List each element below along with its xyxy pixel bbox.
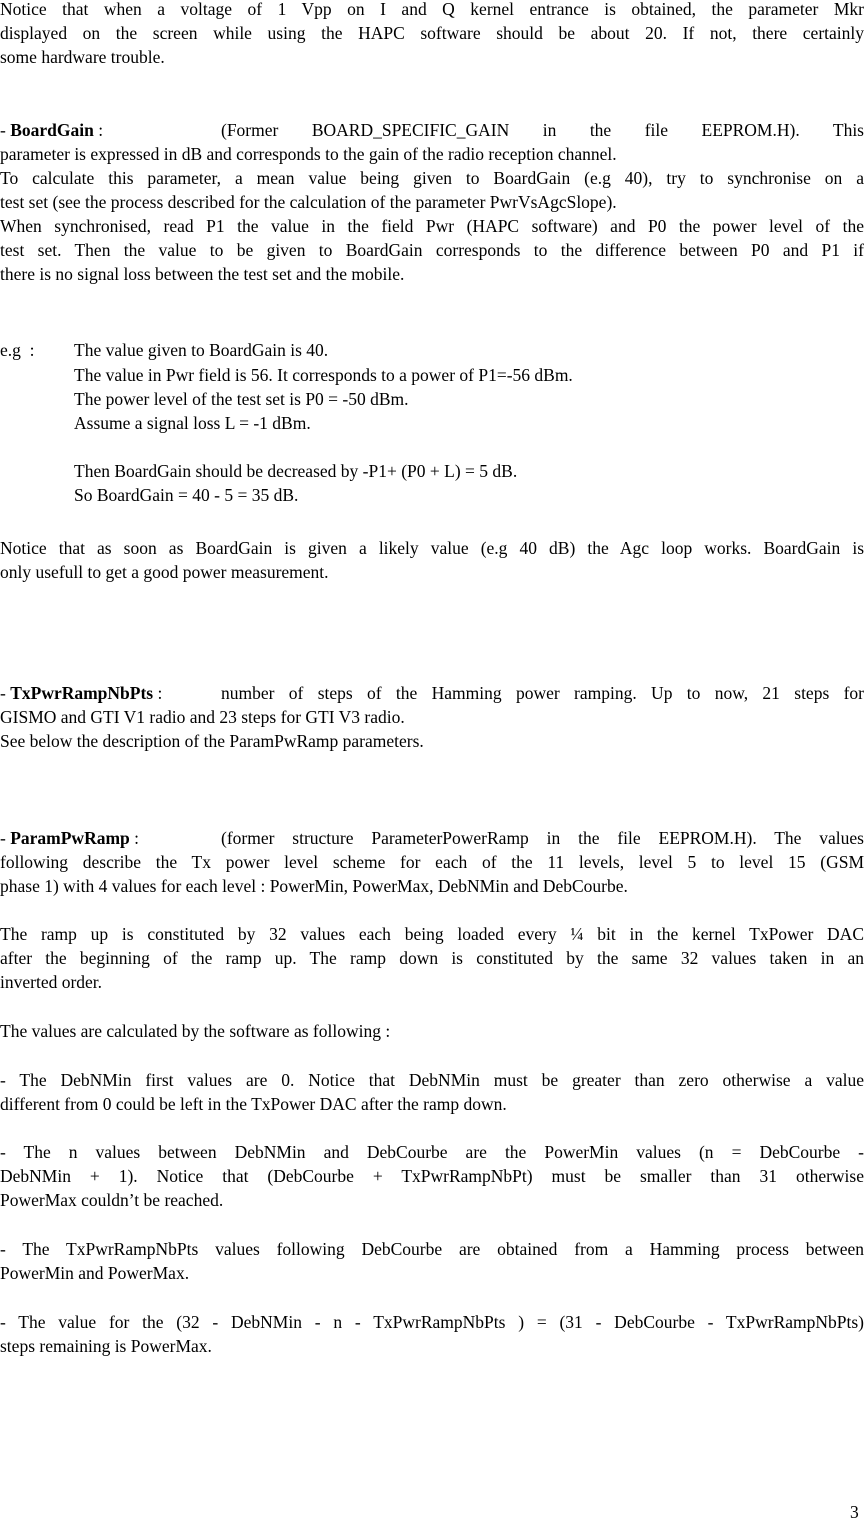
boardgain-separator: : (93, 120, 104, 140)
likely-note-line-2: only usefull to get a good power measurement. (0, 562, 329, 582)
boardgain-heading-text: (Former BOARD_SPECIFIC_GAIN in the file EEPROM.H). This (221, 120, 864, 140)
txpwr-term: TxPwrRampNbPts (10, 683, 154, 703)
rule4-line-1: - The value for the (32 - DebNMin - n - TxPwrRampNbPts ) = (31 - DebCourbe - TxPwrRampNbPts) (0, 1312, 864, 1332)
txpwr-line-2: See below the description of the ParamPwRamp parameters. (0, 731, 424, 751)
example-line-5: Then BoardGain should be decreased by -P1+ (P0 + L) = 5 dB. (74, 461, 518, 481)
parampwramp-heading-text: (former structure ParameterPowerRamp in the file EEPROM.H). The values (221, 828, 864, 848)
boardgain-term: BoardGain (10, 120, 94, 140)
txpwr-line-1: GISMO and GTI V1 radio and 23 steps for GTI V3 radio. (0, 707, 405, 727)
boardgain-line-1: parameter is expressed in dB and corresponds to the gain of the radio reception channel. (0, 144, 617, 164)
example-line-4: Assume a signal loss L = -1 dBm. (74, 413, 311, 433)
example-line-1: The value given to BoardGain is 40. (74, 340, 329, 360)
boardgain-line-3: test set (see the process described for the calculation of the parameter PwrVsAgcSlope). (0, 192, 617, 212)
parampwramp-separator: : (129, 828, 140, 848)
rule2-line-3: PowerMax couldn’t be reached. (0, 1190, 224, 1210)
txpwr-separator: : (153, 683, 163, 703)
example-line-3: The power level of the test set is P0 = -50 dBm. (74, 389, 409, 409)
boardgain-heading (0, 118, 864, 142)
rampup-line-2: after the beginning of the ramp up. The ramp down is constituted by the same 32 values taken in an (0, 948, 864, 968)
page-number: 3 (850, 1502, 859, 1522)
parampwramp-prefix: - (0, 828, 11, 848)
example-label: e.g : (0, 340, 35, 360)
txpwr-prefix: - (0, 683, 11, 703)
boardgain-line-2: To calculate this parameter, a mean value being given to BoardGain (e.g 40), try to synchronise on a (0, 168, 864, 188)
boardgain-line-4: When synchronised, read P1 the value in the field Pwr (HAPC software) and P0 the power level of the (0, 216, 864, 236)
rule3-line-1: - The TxPwrRampNbPts values following DebCourbe are obtained from a Hamming process between (0, 1239, 864, 1259)
rule3-line-2: PowerMin and PowerMax. (0, 1263, 190, 1283)
example-line-2: The value in Pwr field is 56. It corresponds to a power of P1=-56 dBm. (74, 365, 573, 385)
intro-line-3: some hardware trouble. (0, 47, 165, 67)
intro-line-2: displayed on the screen while using the HAPC software should be about 20. If not, there certainly (0, 23, 864, 43)
intro-line-1: Notice that when a voltage of 1 Vpp on I and Q kernel entrance is obtained, the parameter Mkr (0, 0, 864, 19)
rampup-line-3: inverted order. (0, 972, 103, 992)
rampup-line-1: The ramp up is constituted by 32 values each being loaded every ¼ bit in the kernel TxPower DAC (0, 924, 864, 944)
txpwr-heading-text: number of steps of the Hamming power ramping. Up to now, 21 steps for (221, 683, 864, 703)
boardgain-prefix: - (0, 120, 11, 140)
boardgain-line-6: there is no signal loss between the test set and the mobile. (0, 264, 405, 284)
rule1-line-2: different from 0 could be left in the TxPower DAC after the ramp down. (0, 1094, 507, 1114)
likely-note-line-1: Notice that as soon as BoardGain is given a likely value (e.g 40 dB) the Agc loop works. BoardGain is (0, 538, 864, 558)
parampwramp-term: ParamPwRamp (10, 828, 130, 848)
parampwramp-line-2: phase 1) with 4 values for each level : PowerMin, PowerMax, DebNMin and DebCourbe. (0, 876, 628, 896)
rule1-line-1: - The DebNMin first values are 0. Notice that DebNMin must be greater than zero otherwise a value (0, 1070, 864, 1090)
calc-intro: The values are calculated by the software as following : (0, 1021, 391, 1041)
example-block (0, 338, 864, 518)
rule4-line-2: steps remaining is PowerMax. (0, 1336, 212, 1356)
rule2-line-1: - The n values between DebNMin and DebCourbe are the PowerMin values (n = DebCourbe - (0, 1142, 864, 1162)
parampwramp-heading (0, 826, 864, 850)
boardgain-line-5: test set. Then the value to be given to BoardGain corresponds to the difference between P0 and P1 if (0, 240, 864, 260)
example-line-6: So BoardGain = 40 - 5 = 35 dB. (74, 485, 299, 505)
rule2-line-2: DebNMin + 1). Notice that (DebCourbe + TxPwrRampNbPt) must be smaller than 31 otherwise (0, 1166, 864, 1186)
parampwramp-line-1: following describe the Tx power level scheme for each of the 11 levels, level 5 to level 15 (GSM (0, 852, 864, 872)
txpwr-heading (0, 681, 864, 705)
